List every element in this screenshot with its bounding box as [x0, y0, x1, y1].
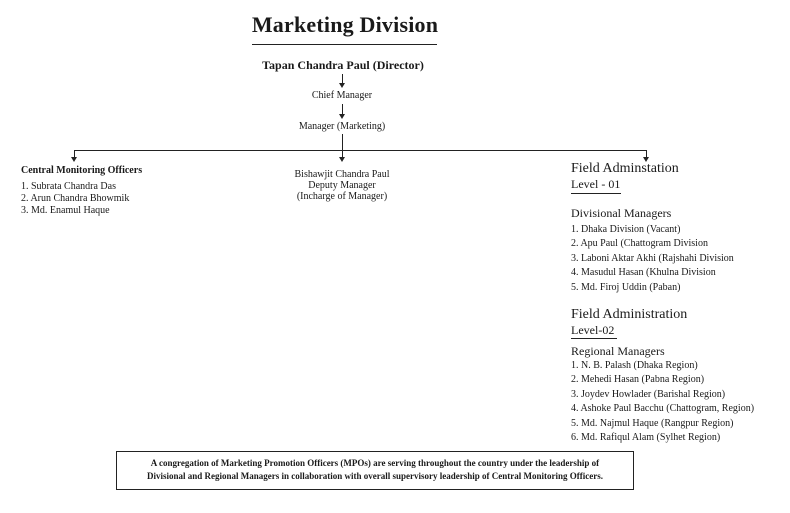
connector-branch-cmo	[74, 150, 75, 157]
list-item: 3. Joydev Howlader (Barishal Region)	[571, 388, 726, 400]
deputy-note: (Incharge of Manager)	[296, 191, 388, 202]
list-item: 3. Laboni Aktar Akhi (Rajshahi Division	[571, 252, 734, 264]
list-item: 2. Apu Paul (Chattogram Division	[571, 238, 708, 250]
regional-managers-list	[571, 359, 754, 445]
list-item: 6. Md. Rafiqul Alam (Sylhet Region)	[571, 432, 721, 444]
connector-branch-deputy	[342, 150, 343, 157]
mpo-note-box	[116, 451, 634, 490]
list-item: 4. Ashoke Paul Bacchu (Chattogram, Region)	[571, 403, 755, 415]
chief-manager-node: Chief Manager	[311, 90, 373, 101]
director-node: Tapan Chandra Paul (Director)	[262, 58, 424, 72]
connector-manager-branch	[342, 134, 343, 150]
field-level1-level: Level - 01	[571, 177, 621, 191]
manager-marketing-node: Manager (Marketing)	[298, 121, 386, 132]
list-item: 2. Arun Chandra Bhowmik	[21, 193, 130, 204]
regional-managers-title: Regional Managers	[571, 344, 665, 358]
note-line-1: A congregation of Marketing Promotion Officers (MPOs) are serving throughout the country under the leadership of	[150, 458, 600, 468]
deputy-role: Deputy Manager	[308, 180, 376, 191]
list-item: 5. Md. Firoj Uddin (Paban)	[571, 281, 681, 293]
deputy-manager-node	[242, 169, 442, 202]
arrowhead-manager	[339, 114, 345, 119]
diagram-title: Marketing Division	[251, 12, 439, 37]
divisional-managers-list	[571, 223, 734, 295]
list-item: 2. Mehedi Hasan (Pabna Region)	[571, 374, 705, 386]
central-monitoring-list	[21, 181, 129, 217]
level1-underline	[571, 193, 621, 194]
connector-director-chief	[342, 74, 343, 83]
divisional-managers-title: Divisional Managers	[571, 206, 672, 220]
list-item: 1. Dhaka Division (Vacant)	[571, 224, 681, 235]
list-item: 5. Md. Najmul Haque (Rangpur Region)	[571, 417, 734, 429]
connector-branch-field	[646, 150, 647, 157]
list-item: 3. Md. Enamul Haque	[21, 205, 110, 216]
central-monitoring-title: Central Monitoring Officers	[21, 165, 143, 176]
note-line-2: Divisional and Regional Managers in collaboration with overall supervisory leadership of Central Monitoring Officers.	[147, 471, 603, 481]
level2-underline	[571, 338, 617, 339]
list-item: 4. Masudul Hasan (Khulna Division	[571, 267, 716, 279]
arrowhead-chief	[339, 83, 345, 88]
field-level1-title: Field Adminstation	[571, 161, 679, 176]
arrowhead-cmo	[71, 157, 77, 162]
connector-chief-manager	[342, 104, 343, 114]
title-underline	[252, 44, 437, 45]
branch-line	[74, 150, 646, 151]
field-level2-title: Field Administration	[571, 307, 688, 322]
arrowhead-deputy	[339, 157, 345, 162]
deputy-name: Bishawjit Chandra Paul	[294, 169, 390, 180]
list-item: 1. Subrata Chandra Das	[21, 181, 116, 192]
field-level2-level: Level-02	[571, 323, 615, 337]
list-item: 1. N. B. Palash (Dhaka Region)	[571, 360, 698, 371]
